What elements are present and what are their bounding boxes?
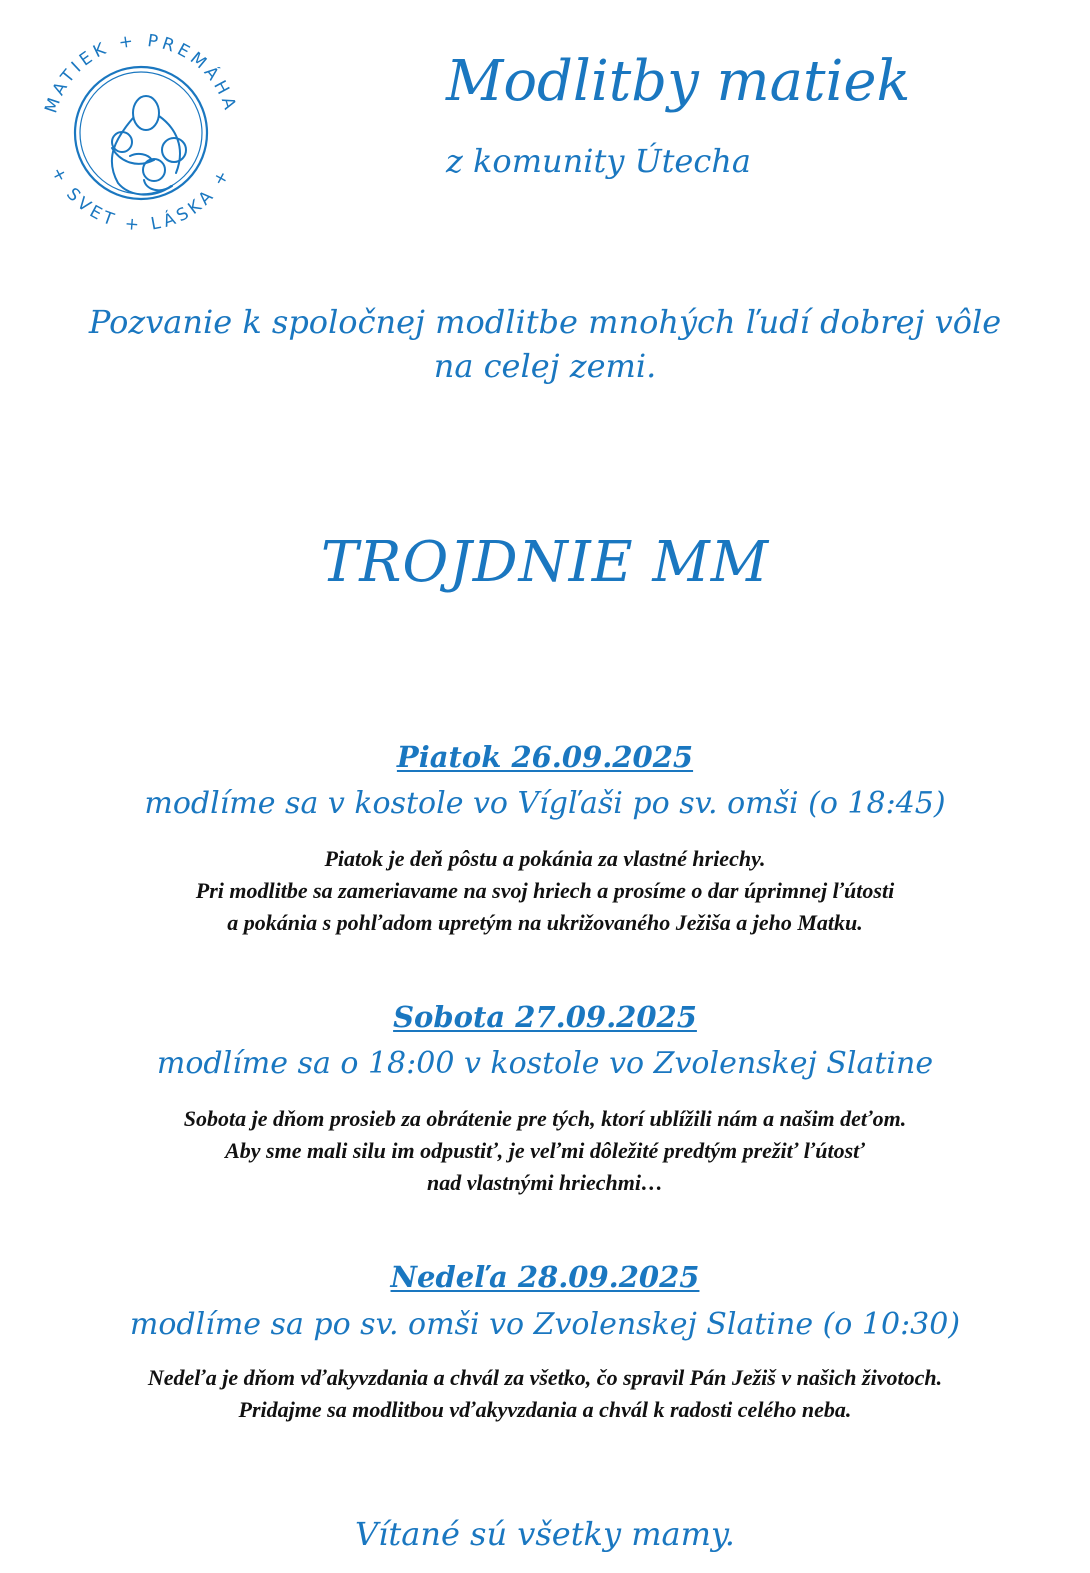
page-subtitle: z komunity Útecha (446, 142, 751, 180)
note-line: Aby sme mali silu im odpustiť, je veľmi dôležité predtým prežiť ľútosť (225, 1138, 865, 1163)
note-line: Pridajme sa modlitbou vďakyvzdania a chvál k radosti celého neba. (238, 1397, 852, 1422)
note-line: Piatok je deň pôstu a pokánia za vlastné hriechy. (324, 846, 766, 871)
day-place-saturday: modlíme sa o 18:00 v kostole vo Zvolenskej Slatine (156, 1046, 934, 1081)
logo-ring-bottom-text: + SVET + LÁSKA + (46, 163, 236, 236)
invitation (0, 300, 1090, 388)
note-line: a pokánia s pohľadom upretým na ukrižovaného Ježiša a jeho Matku. (227, 910, 863, 935)
invitation-line-2: na celej zemi. (433, 347, 657, 385)
day-place-sunday: modlíme sa po sv. omši vo Zvolenskej Slatine (o 10:30) (129, 1307, 961, 1342)
invitation-line-1: Pozvanie k spoločnej modlitbe mnohých ľudí dobrej vôle (88, 303, 1002, 341)
closing-text: Vítané sú všetky mamy. (355, 1515, 735, 1553)
note-line: Pri modlitbe sa zameriavame na svoj hriech a prosíme o dar úprimnej ľútosti (195, 878, 895, 903)
day-note-sunday (0, 1362, 1090, 1426)
note-line: Nedeľa je dňom vďakyvzdania a chvál za všetko, čo spravil Pán Ježiš v našich životoch. (147, 1365, 943, 1390)
page-title: Modlitby matiek (446, 49, 911, 114)
logo-ring-top-text: MATIEK + PREMÁHA (41, 30, 241, 116)
note-line: nad vlastnými hriechmi… (427, 1170, 663, 1195)
day-note-saturday (0, 1103, 1090, 1199)
day-place-friday: modlíme sa v kostole vo Vígľaši po sv. omši (o 18:45) (144, 786, 946, 821)
community-logo (26, 18, 256, 248)
day-note-friday (0, 843, 1090, 939)
svg-text:MATIEK + PREMÁHA (41, 31, 240, 116)
day-heading-saturday: Sobota 27.09.2025 (393, 1000, 697, 1034)
day-heading-sunday: Nedeľa 28.09.2025 (390, 1260, 700, 1294)
day-heading-friday: Piatok 26.09.2025 (396, 740, 694, 774)
main-heading: TROJDNIE MM (320, 530, 770, 595)
note-line: Sobota je dňom prosieb za obrátenie pre tých, ktorí ublížili nám a našim deťom. (183, 1106, 907, 1131)
